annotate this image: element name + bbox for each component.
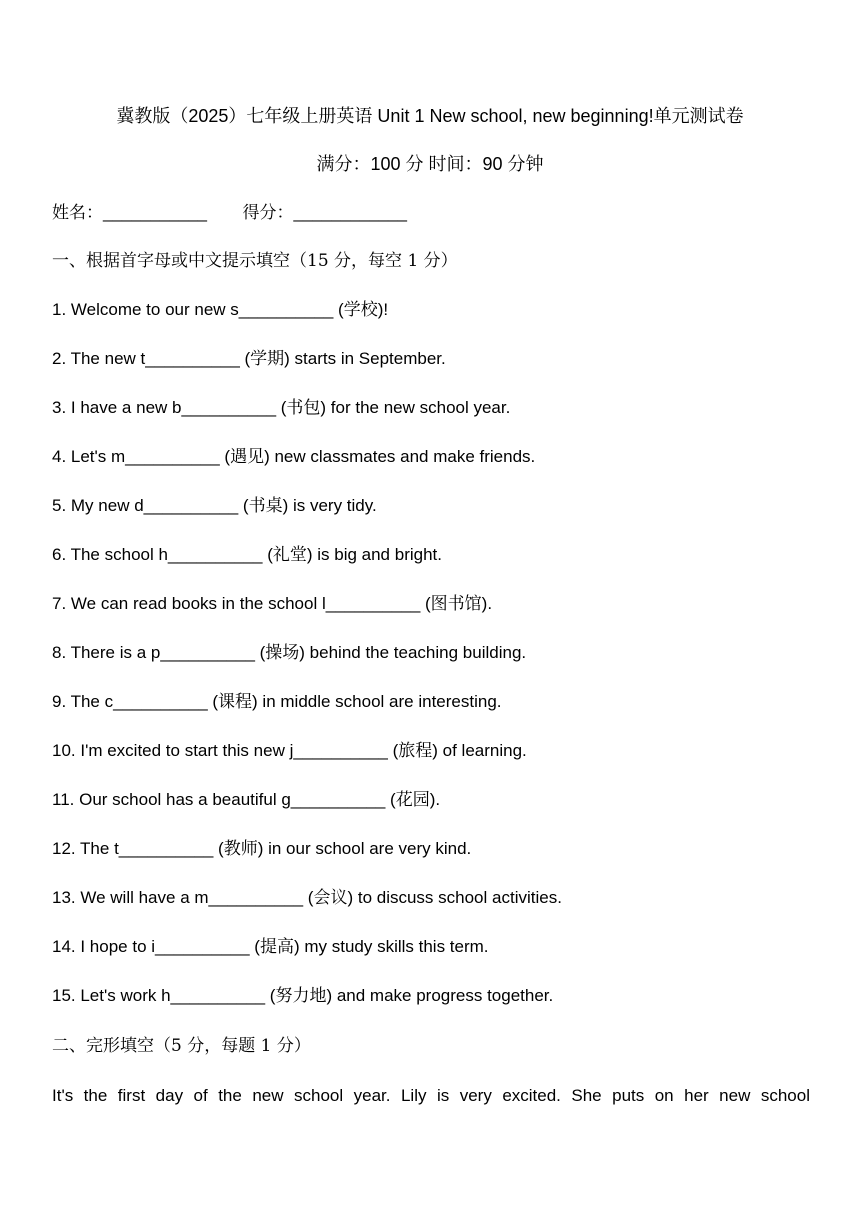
name-field: 姓名：___________ <box>52 203 208 222</box>
question-item: 10. I'm excited to start this new j__________ (旅程) of learning. <box>52 741 527 760</box>
cloze-passage-line: It's the first day of the new school year. Lily is very excited. She puts on her new school <box>52 1086 810 1105</box>
section-1-heading: 一、根据首字母或中文提示填空（15 分，每空 1 分） <box>52 251 458 271</box>
student-info-row <box>52 202 407 224</box>
question-item: 9. The c__________ (课程) in middle school are interesting. <box>52 692 502 711</box>
question-item: 6. The school h__________ (礼堂) is big and bright. <box>52 545 442 564</box>
question-item: 2. The new t__________ (学期) starts in September. <box>52 349 446 368</box>
question-item: 3. I have a new b__________ (书包) for the new school year. <box>52 398 511 417</box>
question-item: 7. We can read books in the school l__________ (图书馆). <box>52 594 493 613</box>
question-item: 11. Our school has a beautiful g__________ (花园). <box>52 790 441 809</box>
question-item: 15. Let's work h__________ (努力地) and make progress together. <box>52 986 554 1005</box>
question-item: 1. Welcome to our new s__________ (学校)! <box>52 300 389 319</box>
score-field: 得分：____________ <box>242 203 407 222</box>
question-item: 13. We will have a m__________ (会议) to discuss school activities. <box>52 888 562 907</box>
exam-title: 冀教版（2025）七年级上册英语 Unit 1 New school, new beginning!单元测试卷 <box>116 106 744 126</box>
section-2-heading: 二、完形填空（5 分，每题 1 分） <box>52 1036 311 1056</box>
question-item: 12. The t__________ (教师) in our school are very kind. <box>52 839 472 858</box>
question-item: 8. There is a p__________ (操场) behind the teaching building. <box>52 643 527 662</box>
exam-meta: 满分：100 分 时间：90 分钟 <box>316 154 544 174</box>
question-item: 5. My new d__________ (书桌) is very tidy. <box>52 496 377 515</box>
question-item: 14. I hope to i__________ (提高) my study skills this term. <box>52 937 489 956</box>
question-item: 4. Let's m__________ (遇见) new classmates and make friends. <box>52 447 536 466</box>
